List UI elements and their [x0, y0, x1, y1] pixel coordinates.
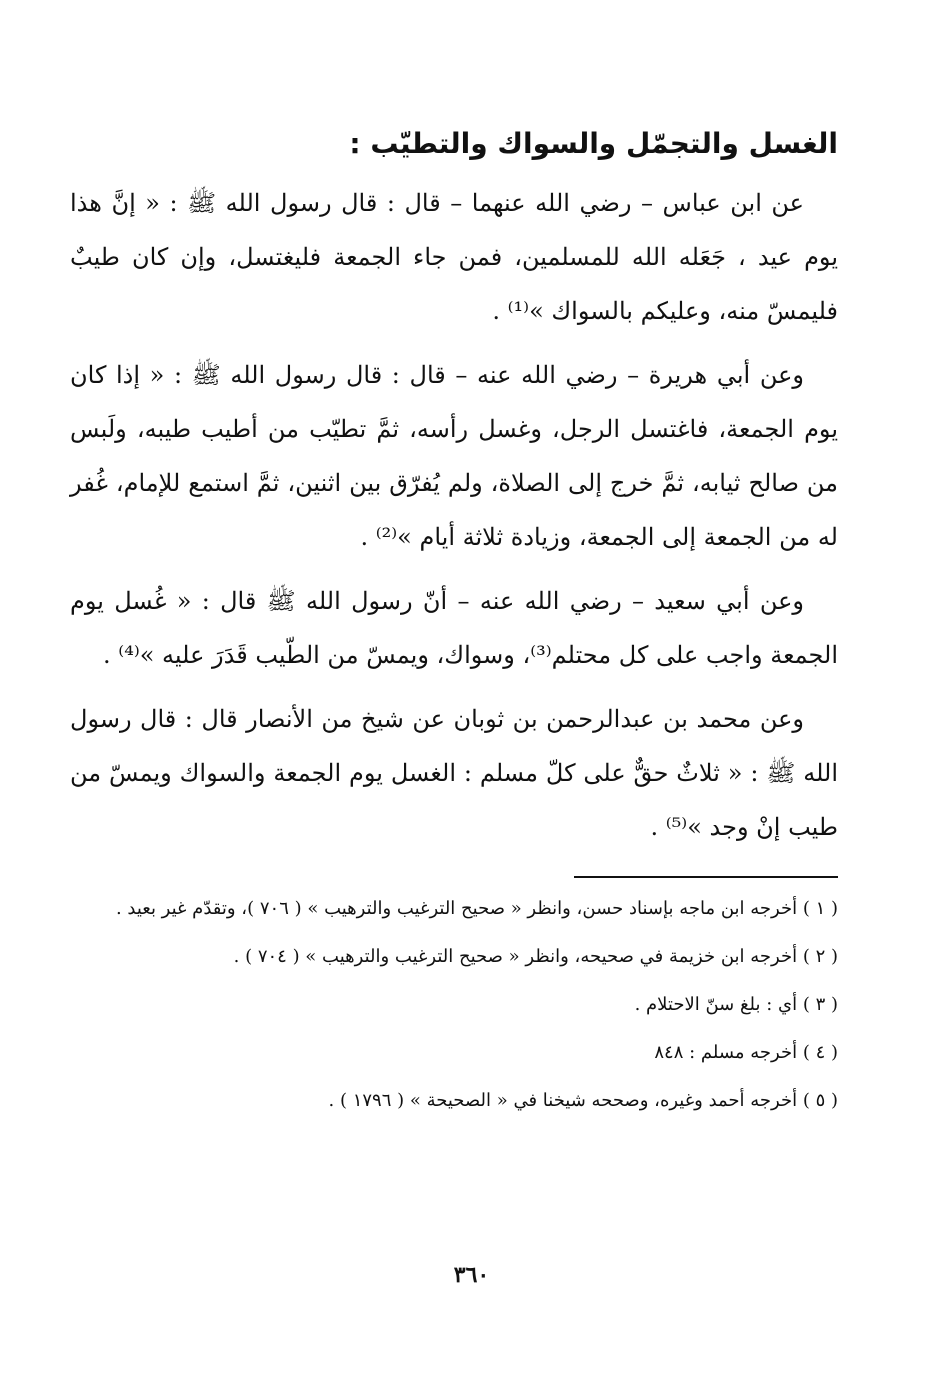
hadith-paragraph-2: وعن أبي هريرة – رضي الله عنه – قال : قال رسول الله ﷺ : « إذا كان يوم الجمعة، فاغتسل الرجل، وغسل رأسه، ثمَّ تطيّب من أطيب طيبه، ولَبس من صالح ثيابه، ثمَّ خرج إلى الصلاة، ولم يُفرّق بين اثنين، ثمَّ استمع للإمام، غُفر له من الجمعة إلى الجمعة، وزيادة ثلاثة أيام »⁽²⁾ .	[70, 361, 838, 551]
footnote-5: ( ٥ ) أخرجه أحمد وغيره، وصححه شيخنا في « الصحيحة » ( ١٧٩٦ ) .	[328, 1090, 838, 1111]
footnote-4: ( ٤ ) أخرجه مسلم : ٨٤٨	[654, 1042, 838, 1063]
section-heading: الغسل والتجمّل والسواك والتطيّب :	[349, 127, 838, 160]
hadith-paragraph-4: وعن محمد بن عبدالرحمن بن ثوبان عن شيخ من الأنصار قال : قال رسول الله ﷺ : « ثلاثٌ حقٌّ على كلّ مسلم : الغسل يوم الجمعة والسواك ويمسّ من طيب إنْ وجد »⁽⁵⁾ .	[70, 705, 838, 841]
footnote-3: ( ٣ ) أي : بلغ سنّ الاحتلام .	[634, 994, 838, 1015]
footnote-1: ( ١ ) أخرجه ابن ماجه بإسناد حسن، وانظر « صحيح الترغيب والترهيب » ( ٧٠٦ )، وتقدّم غير بعيد .	[115, 898, 838, 919]
page-body	[70, 120, 838, 1132]
hadith-paragraph-3: وعن أبي سعيد – رضي الله عنه – أنّ رسول الله ﷺ قال : « غُسل يوم الجمعة واجب على كل محتلم⁽³⁾، وسواك، ويمسّ من الطّيب قَدَرَ عليه »⁽⁴⁾ .	[70, 587, 838, 669]
hadith-paragraph-1: عن ابن عباس – رضي الله عنهما – قال : قال رسول الله ﷺ : « إنَّ هذا يوم عيد ، جَعَله الله للمسلمين، فمن جاء الجمعة فليغتسل، وإن كان طيبٌ فليمسّ منه، وعليكم بالسواك »⁽¹⁾ .	[70, 189, 838, 325]
footnote-separator	[574, 876, 838, 878]
footnote-2: ( ٢ ) أخرجه ابن خزيمة في صحيحه، وانظر « صحيح الترغيب والترهيب » ( ٧٠٤ ) .	[233, 946, 838, 967]
page-number: ٣٦٠	[453, 1262, 490, 1288]
